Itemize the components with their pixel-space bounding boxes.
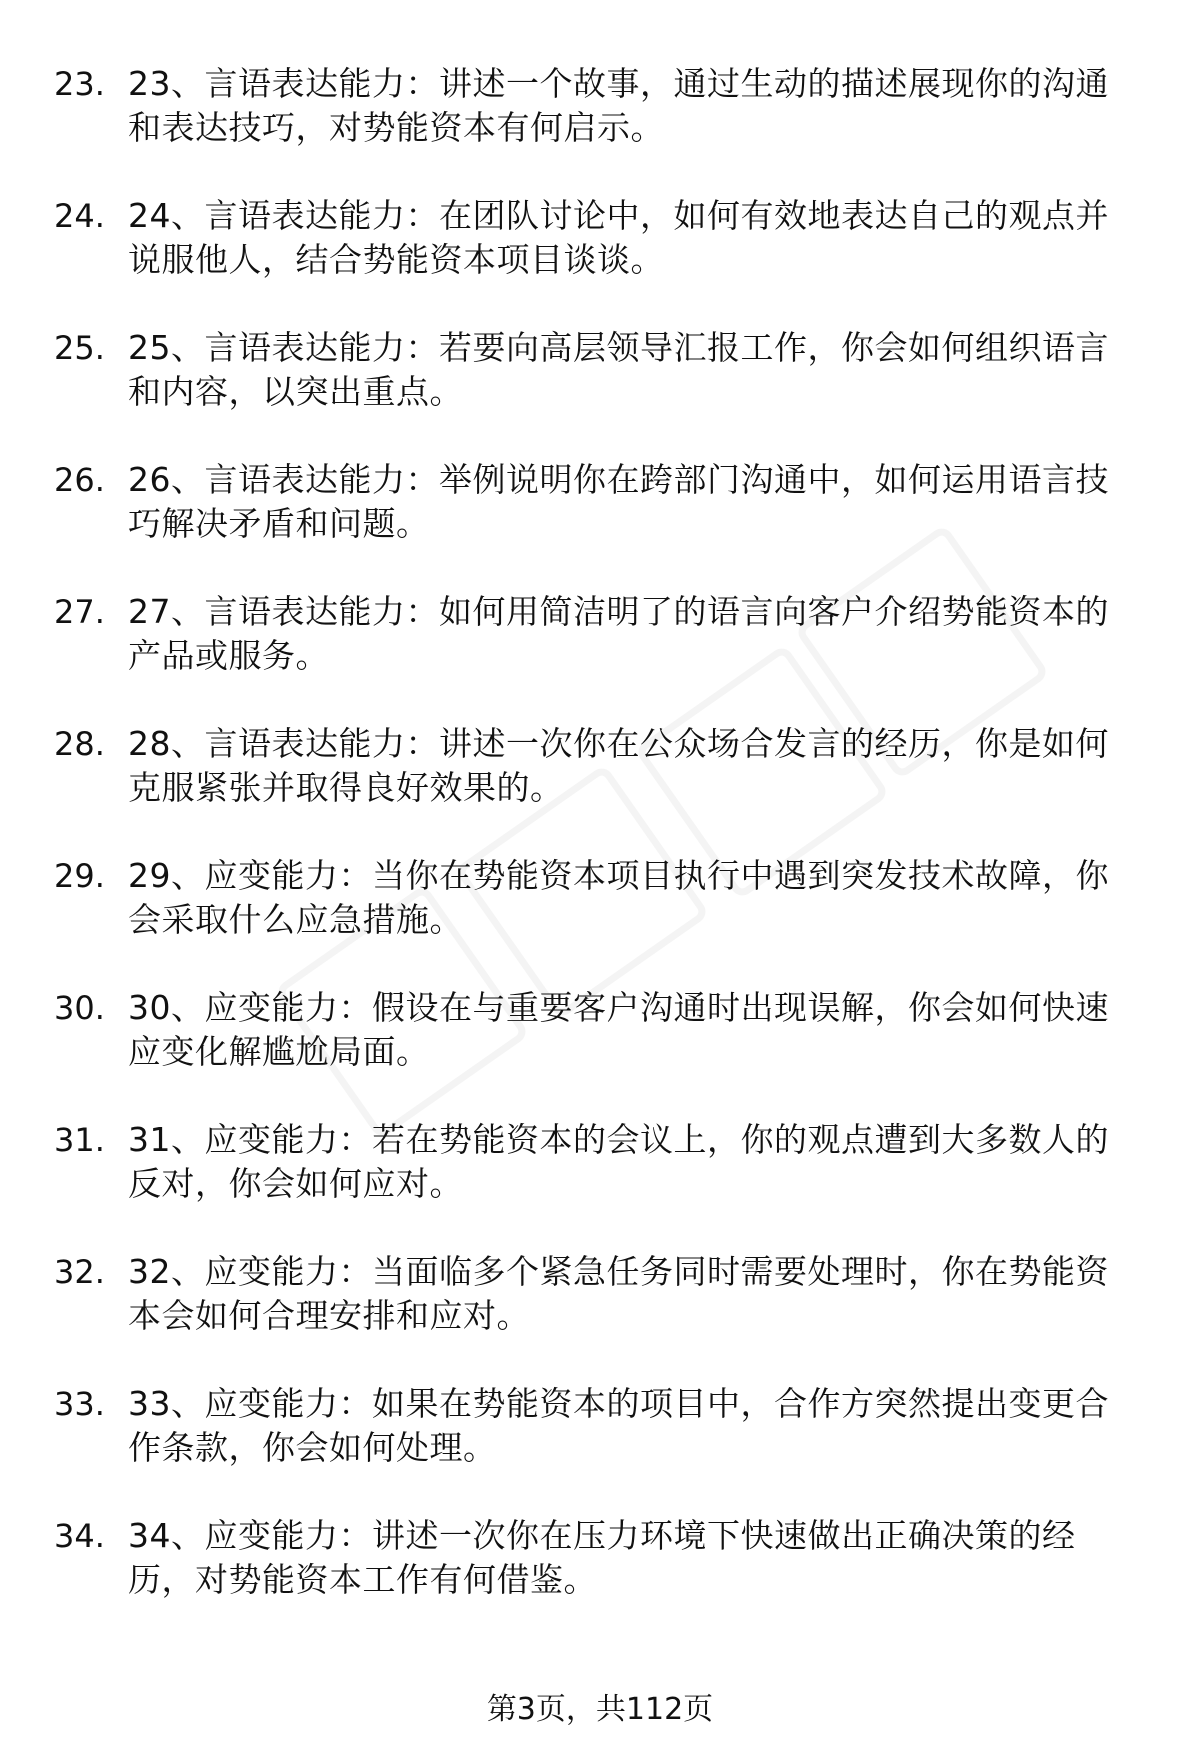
- list-item-text: 26、言语表达能力：举例说明你在跨部门沟通中，如何运用语言技巧解决矛盾和问题。: [128, 460, 1109, 543]
- list-item-text: 30、应变能力：假设在与重要客户沟通时出现误解，你会如何快速应变化解尴尬局面。: [128, 988, 1109, 1071]
- list-item: [54, 326, 1154, 458]
- list-item-text: 29、应变能力：当你在势能资本项目执行中遇到突发技术故障，你会采取什么应急措施。: [128, 856, 1109, 939]
- list-item-number: 26.: [54, 461, 105, 499]
- list-item: [54, 590, 1154, 722]
- page-number-label: 第3页，共112页: [486, 1692, 714, 1727]
- list-item-number: 32.: [54, 1253, 105, 1291]
- list-item-number: 34.: [54, 1517, 105, 1555]
- list-item: [54, 1118, 1154, 1250]
- list-item: [54, 458, 1154, 590]
- list-item-text: 25、言语表达能力：若要向高层领导汇报工作，你会如何组织语言和内容，以突出重点。: [128, 328, 1109, 411]
- list-item: [54, 62, 1154, 194]
- question-list: [54, 62, 1154, 1646]
- list-item: [54, 1250, 1154, 1382]
- list-item: [54, 986, 1154, 1118]
- list-item-number: 30.: [54, 989, 105, 1027]
- list-item-number: 33.: [54, 1385, 105, 1423]
- list-item-number: 23.: [54, 65, 105, 103]
- list-item-text: 34、应变能力：讲述一次你在压力环境下快速做出正确决策的经历，对势能资本工作有何借鉴。: [128, 1516, 1076, 1599]
- list-item-text: 31、应变能力：若在势能资本的会议上，你的观点遭到大多数人的反对，你会如何应对。: [128, 1120, 1109, 1203]
- list-item-text: 32、应变能力：当面临多个紧急任务同时需要处理时，你在势能资本会如何合理安排和应对。: [128, 1252, 1109, 1335]
- list-item-text: 27、言语表达能力：如何用简洁明了的语言向客户介绍势能资本的产品或服务。: [128, 592, 1109, 675]
- list-item: [54, 1382, 1154, 1514]
- list-item-number: 31.: [54, 1121, 105, 1159]
- list-item-number: 29.: [54, 857, 105, 895]
- list-item: [54, 722, 1154, 854]
- list-item-text: 28、言语表达能力：讲述一次你在公众场合发言的经历，你是如何克服紧张并取得良好效果的。: [128, 724, 1109, 807]
- list-item: [54, 194, 1154, 326]
- list-item-text: 24、言语表达能力：在团队讨论中，如何有效地表达自己的观点并说服他人，结合势能资本项目谈谈。: [128, 196, 1109, 279]
- list-item-number: 24.: [54, 197, 105, 235]
- list-item: [54, 854, 1154, 986]
- list-item-text: 33、应变能力：如果在势能资本的项目中，合作方突然提出变更合作条款，你会如何处理。: [128, 1384, 1109, 1467]
- page-footer: [0, 1690, 1200, 1730]
- list-item-number: 25.: [54, 329, 105, 367]
- list-item-text: 23、言语表达能力：讲述一个故事，通过生动的描述展现你的沟通和表达技巧，对势能资本有何启示。: [128, 64, 1109, 147]
- list-item: [54, 1514, 1154, 1646]
- list-item-number: 28.: [54, 725, 105, 763]
- list-item-number: 27.: [54, 593, 105, 631]
